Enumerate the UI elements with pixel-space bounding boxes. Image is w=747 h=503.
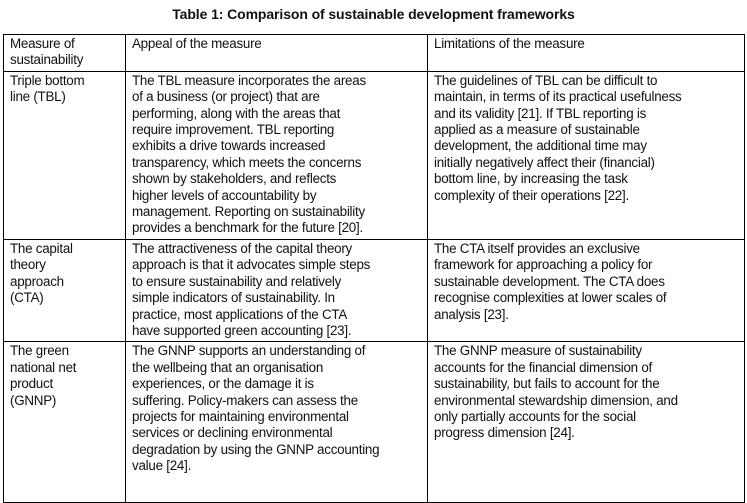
measure-cell: The green national net product (GNNP) <box>4 342 126 503</box>
limitations-cell: The guidelines of TBL can be difficult to maintain, in terms of its practical usefulness and its validity [21]. If TBL reporting is applied as a measure of sustainable development, the additional time may initially negatively affect their (financial) bottom line, by increasing the task complexity of their operations [22]. <box>428 71 745 239</box>
table-row <box>4 342 745 503</box>
table-row <box>4 71 745 239</box>
limitations-cell: The GNNP measure of sustainability accounts for the financial dimension of sustainability, but fails to account for the environmental stewardship dimension, and only partially accounts for the social progress dimension [24]. <box>428 342 745 503</box>
header-appeal: Appeal of the measure <box>126 35 428 72</box>
table-row <box>4 239 745 341</box>
header-measure: Measure of sustainability <box>4 35 126 72</box>
limitations-cell: The CTA itself provides an exclusive framework for approaching a policy for sustainable development. The CTA does recognise complexities at lower scales of analysis [23]. <box>428 239 745 341</box>
comparison-table <box>3 34 745 503</box>
appeal-cell: The attractiveness of the capital theory approach is that it advocates simple steps to ensure sustainability and relatively simple indicators of sustainability. In practice, most applications of the CTA have supported green accounting [23]. <box>126 239 428 341</box>
measure-cell: The capital theory approach (CTA) <box>4 239 126 341</box>
table-title: Table 1: Comparison of sustainable development frameworks <box>172 6 575 22</box>
table-header-row <box>4 35 745 72</box>
measure-cell: Triple bottom line (TBL) <box>4 71 126 239</box>
appeal-cell: The GNNP supports an understanding of the wellbeing that an organisation experiences, or the damage it is suffering. Policy-makers can assess the projects for maintaining environmental services or declining environmental degradation by using the GNNP accounting value [24]. <box>126 342 428 503</box>
appeal-cell: The TBL measure incorporates the areas of a business (or project) that are performing, along with the areas that require improvement. TBL reporting exhibits a drive towards increased transparency, which meets the concerns shown by stakeholders, and reflects higher levels of accountability by management. Reporting on sustainability provides a benchmark for the future [20]. <box>126 71 428 239</box>
header-limitations: Limitations of the measure <box>428 35 745 72</box>
